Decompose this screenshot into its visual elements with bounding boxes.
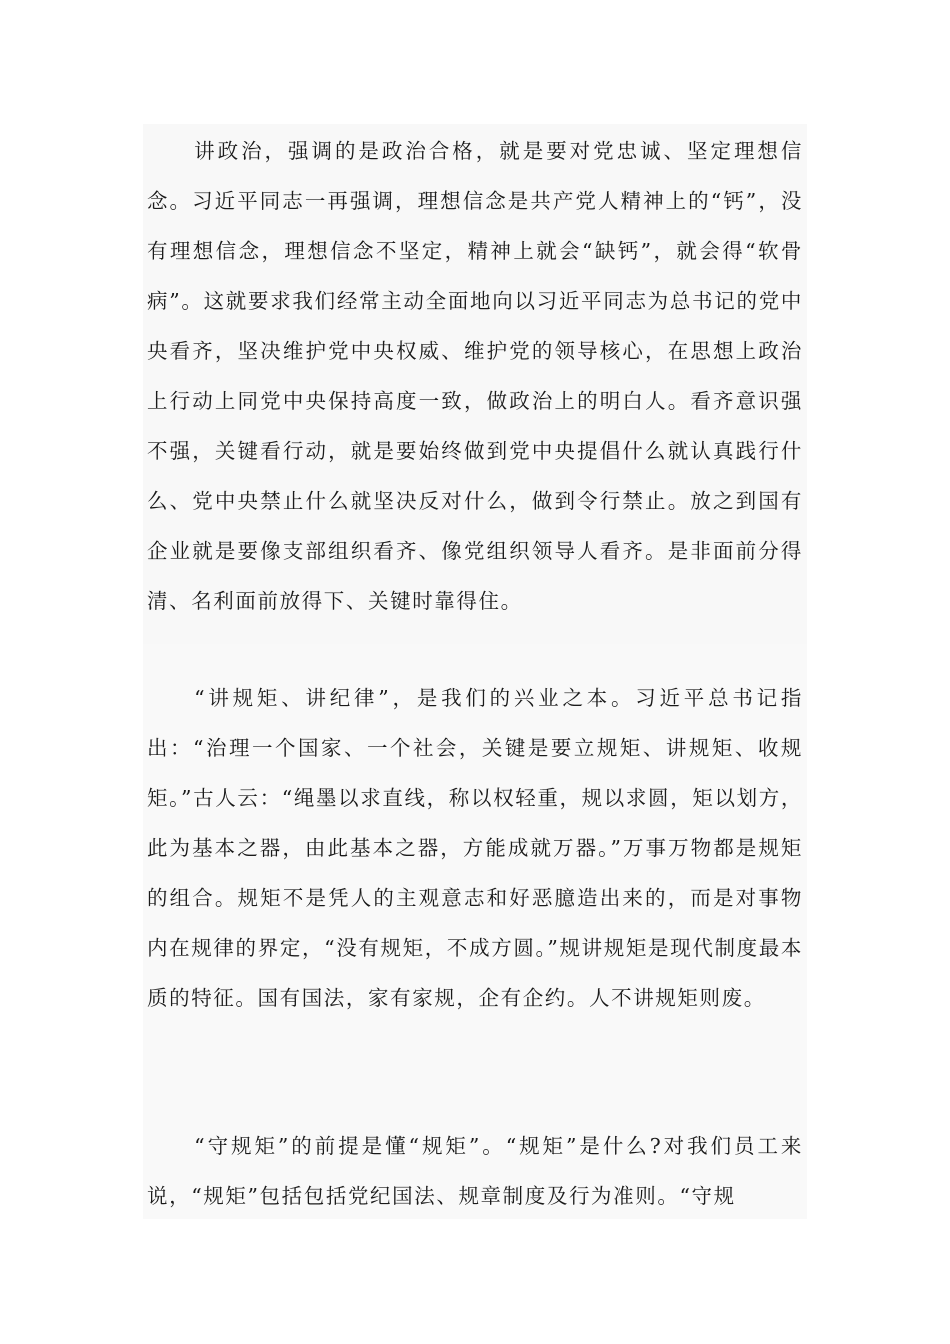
paragraph-rules-discipline: “讲规矩、讲纪律”，是我们的兴业之本。习近平总书记指出：“治理一个国家、一个社会，关键是要立规矩、讲规矩、收规矩。”古人云：“绳墨以求直线，称以权轻重，规以求圆，矩以划方，此为基本之器，由此基本之器，方能成就万器。”万事万物都是规矩的组合。规矩不是凭人的主观意志和好恶臆造出来的，而是对事物内在规律的界定，“没有规矩，不成方圆。”规讲规矩是现代制度最本质的特征。国有国法，家有家规，企有企约。人不讲规矩则废。 (147, 686, 803, 1010)
paragraph-keep-rules: “守规矩”的前提是懂“规矩”。“规矩”是什么?对我们员工来说，“规矩”包括包括党纪国法、规章制度及行为准则。“守规 (147, 1134, 803, 1208)
paragraph-political-qualification: 讲政治，强调的是政治合格，就是要对党忠诚、坚定理想信念。习近平同志一再强调，理想信念是共产党人精神上的“钙”，没有理想信念，理想信念不坚定，精神上就会“缺钙”，就会得“软骨病”。这就要求我们经常主动全面地向以习近平同志为总书记的党中央看齐，坚决维护党中央权威、维护党的领导核心，在思想上政治上行动上同党中央保持高度一致，做政治上的明白人。看齐意识强不强，关键看行动，就是要始终做到党中央提倡什么就认真践行什么、党中央禁止什么就坚决反对什么，做到令行禁止。放之到国有企业就是要像支部组织看齐、像党组织领导人看齐。是非面前分得清、名利面前放得下、关键时靠得住。 (147, 139, 803, 613)
